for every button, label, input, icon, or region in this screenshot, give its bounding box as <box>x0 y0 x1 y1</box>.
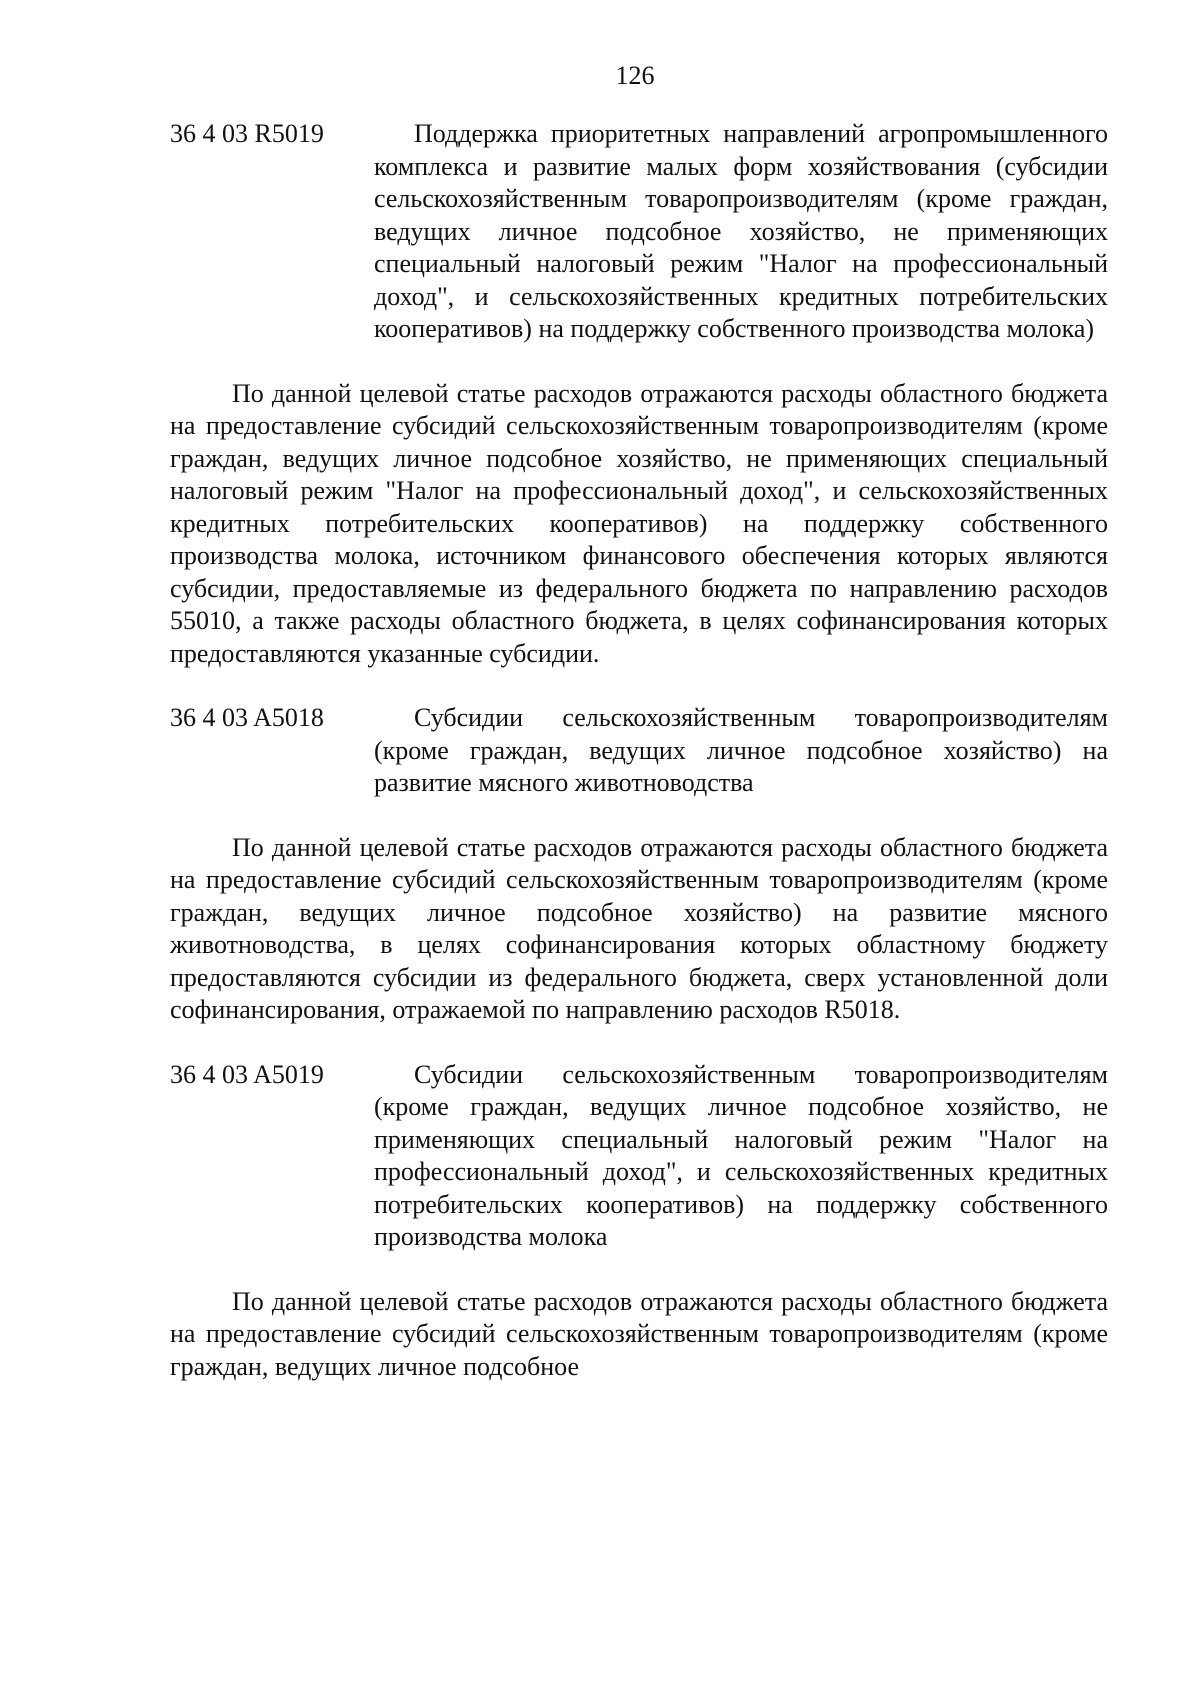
budget-entry-title-text: Поддержка приоритетных направлений агропромышленного комплекса и развитие малых форм хозяйствования (субсидии сельскохозяйственным товаропроизводителям (кроме граждан, ведущих личное подсобное хозяйство, не применяющих специальный налоговый режим "Налог на профессиональный доход", и сельскохозяйственных кредитных потребительских кооперативов) на поддержку собственного производства молока) <box>374 119 1108 343</box>
budget-entry-description: По данной целевой статье расходов отражаются расходы областного бюджета на предоставление субсидий сельскохозяйственным товаропроизводителям (кроме граждан, ведущих личное подсобное хозяйство, не применяющих специальный налоговый режим "Налог на профессиональный доход", и сельскохозяйственных кредитных потребительских кооперативов) на поддержку собственного производства молока, источником финансового обеспечения которых являются субсидии, предоставляемые из федерального бюджета по направлению расходов 55010, а также расходы областного бюджета, в целях софинансирования которых предоставляются указанные субсидии. <box>170 378 1108 668</box>
budget-entry-description: По данной целевой статье расходов отражаются расходы областного бюджета на предоставление субсидий сельскохозяйственным товаропроизводителям (кроме граждан, ведущих личное подсобное хозяйство) на развитие мясного животноводства, в целях софинансирования которых областному бюджету предоставляются субсидии из федерального бюджета, сверх установленной доли софинансирования, отражаемой по направлению расходов R5018. <box>170 832 1108 1024</box>
budget-entry-title <box>374 1059 1108 1254</box>
budget-entry <box>170 702 1108 800</box>
budget-code: 36 4 03 A5018 <box>170 703 324 732</box>
budget-entry-title <box>374 702 1108 800</box>
budget-entry-description: По данной целевой статье расходов отражаются расходы областного бюджета на предоставление субсидий сельскохозяйственным товаропроизводителям (кроме граждан, ведущих личное подсобное <box>170 1286 1108 1381</box>
budget-code: 36 4 03 R5019 <box>170 119 324 148</box>
page-number: 126 <box>615 61 655 90</box>
budget-entry-title-text: Субсидии сельскохозяйственным товаропроизводителям (кроме граждан, ведущих личное подсобное хозяйство, не применяющих специальный налоговый режим "Налог на профессиональный доход", и сельскохозяйственных кредитных потребительских кооперативов) на поддержку собственного производства молока <box>374 1059 1108 1251</box>
budget-entry <box>170 1059 1108 1254</box>
budget-code: 36 4 03 A5019 <box>170 1059 324 1089</box>
budget-entry <box>170 118 1108 346</box>
budget-entry-title <box>374 118 1108 346</box>
document-body <box>170 118 1108 1415</box>
budget-entry-title-text: Субсидии сельскохозяйственным товаропроизводителям (кроме граждан, ведущих личное подсобное хозяйство) на развитие мясного животноводства <box>374 703 1108 797</box>
